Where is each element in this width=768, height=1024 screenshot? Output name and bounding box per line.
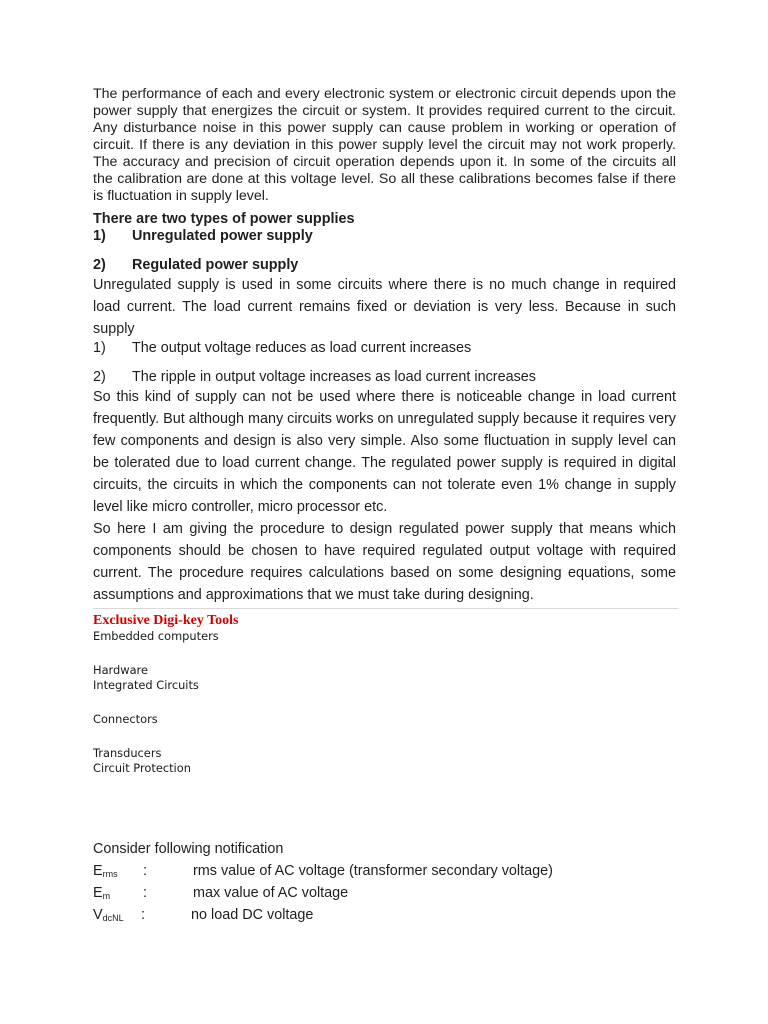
drawback-number: 2)	[93, 369, 106, 385]
unregulated-paragraph: Unregulated supply is used in some circuits where there is no much change in required load current. The load current remains fixed or deviation is very less. Because in such supply	[93, 277, 676, 337]
promo-title: Exclusive Digi-key Tools	[93, 613, 239, 628]
type-item-regulated	[93, 257, 676, 274]
notification-row	[93, 904, 676, 926]
types-heading: There are two types of power supplies	[93, 211, 355, 227]
document-page	[93, 86, 676, 926]
promo-link-circuit-protection[interactable]: Circuit Protection	[93, 761, 191, 775]
promo-link-embedded-computers[interactable]: Embedded computers	[93, 629, 219, 643]
type-label: Regulated power supply	[132, 257, 299, 273]
colon: :	[143, 863, 147, 879]
type-number: 1)	[93, 228, 106, 244]
divider	[93, 608, 678, 609]
symbol: $V_{dcNL}$	[93, 907, 124, 923]
drawback-number: 1)	[93, 340, 106, 356]
description: max value of AC voltage	[193, 885, 349, 901]
promo-link-connectors[interactable]: Connectors	[93, 712, 158, 726]
type-number: 2)	[93, 257, 106, 273]
drawback-item	[93, 369, 676, 386]
promo-link-hardware[interactable]: Hardware	[93, 663, 148, 677]
notification-row	[93, 882, 676, 904]
type-label: Unregulated power supply	[132, 228, 313, 244]
type-item-unregulated	[93, 228, 676, 245]
symbol: $E_{rms}$	[93, 863, 118, 879]
colon: :	[143, 885, 147, 901]
description: rms value of AC voltage (transformer secondary voltage)	[193, 863, 553, 879]
symbol: $E_m$	[93, 885, 111, 901]
intro-paragraph: The performance of each and every electronic system or electronic circuit depends upon the power supply that energizes the circuit or system. It provides required current to the circuit. Any disturbance noise in this power supply can cause problem in working or operation of circuit. If there is any deviation in this power supply level the circuit may not work properly. The accuracy and precision of circuit operation depends upon it. In some of the circuits all the calibration are done at this voltage level. So all these calibrations becomes false if there is fluctuation in supply level.	[93, 86, 676, 204]
drawback-label: The ripple in output voltage increases as load current increases	[132, 369, 536, 385]
description: no load DC voltage	[191, 907, 314, 923]
regulated-paragraph: So this kind of supply can not be used where there is noticeable change in load current frequently. But although many circuits works on unregulated supply because it requires very few components and design is also very simple. Also some fluctuation in supply level can be tolerated due to load current change. The regulated power supply is required in digital circuits, the circuits in which the components can not tolerate even 1% change in supply level like micro controller, micro processor etc.	[93, 389, 676, 515]
procedure-paragraph: So here I am giving the procedure to design regulated power supply that means which components should be chosen to have required regulated output voltage with required current. The procedure requires calculations based on some designing equations, some assumptions and approximations that we must take during designing.	[93, 521, 676, 603]
promo-link-integrated-circuits[interactable]: Integrated Circuits	[93, 678, 199, 692]
notification-heading: Consider following notification	[93, 841, 284, 857]
colon: :	[141, 907, 145, 923]
drawback-label: The output voltage reduces as load current increases	[132, 340, 472, 356]
drawback-item	[93, 340, 676, 357]
notification-row	[93, 860, 676, 882]
promo-link-transducers[interactable]: Transducers	[93, 746, 162, 760]
